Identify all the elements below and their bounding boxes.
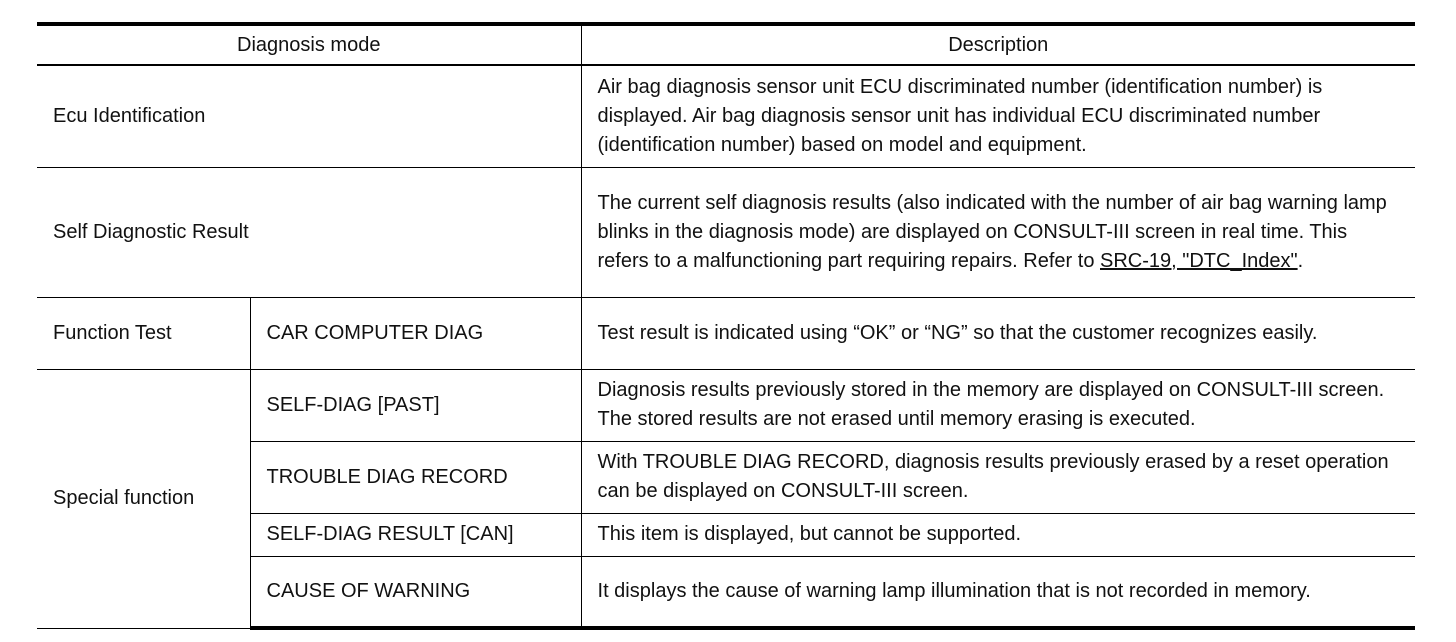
description-function-test: Test result is indicated using “OK” or “NG” so that the customer recognizes easily.: [581, 297, 1415, 369]
submode-self-diag-past: SELF-DIAG [PAST]: [250, 369, 581, 441]
description-cause-of-warning: It displays the cause of warning lamp illumination that is not recorded in memory.: [581, 556, 1415, 628]
submode-self-diag-result-can: SELF-DIAG RESULT [CAN]: [250, 513, 581, 556]
refer-prefix: Refer to: [1023, 249, 1100, 272]
table-header-row: [37, 24, 1415, 65]
mode-self-diagnostic-result: Self Diagnostic Result: [37, 167, 581, 297]
description-self-diagnostic-result: [581, 167, 1415, 297]
submode-car-computer-diag: CAR COMPUTER DIAG: [250, 297, 581, 369]
header-diagnosis-mode: Diagnosis mode: [37, 24, 581, 65]
table-row: [37, 167, 1415, 297]
header-description: Description: [581, 24, 1415, 65]
dtc-index-link[interactable]: SRC-19, "DTC_Index": [1100, 249, 1298, 272]
submode-trouble-diag-record: TROUBLE DIAG RECORD: [250, 441, 581, 513]
description-trouble-diag-record: With TROUBLE DIAG RECORD, diagnosis results previously erased by a reset operation can be displayed on CONSULT-III screen.: [581, 441, 1415, 513]
self-diagnostic-description-text: The current self diagnosis results (also indicated with the number of air bag warning lamp blinks in the diagnosis mode) are displayed on CONSULT-III screen in real time. This refers to a malfunctioning part requiring repairs.: [597, 191, 1387, 272]
description-ecu-identification: Air bag diagnosis sensor unit ECU discriminated number (identification number) is displayed. Air bag diagnosis sensor unit has individual ECU discriminated number (identification number) based on model and equipment.: [581, 65, 1415, 167]
mode-function-test: Function Test: [37, 297, 250, 369]
description-self-diag-result-can: This item is displayed, but cannot be supported.: [581, 513, 1415, 556]
diagnosis-mode-table: [37, 22, 1415, 630]
table-row: [37, 65, 1415, 167]
description-self-diag-past: Diagnosis results previously stored in the memory are displayed on CONSULT-III screen. The stored results are not erased until memory erasing is executed.: [581, 369, 1415, 441]
mode-special-function: Special function: [37, 369, 250, 628]
refer-suffix: .: [1297, 249, 1304, 272]
table-row: [37, 369, 1415, 441]
submode-cause-of-warning: CAUSE OF WARNING: [250, 556, 581, 628]
table-row: [37, 297, 1415, 369]
mode-ecu-identification: Ecu Identification: [37, 65, 581, 167]
